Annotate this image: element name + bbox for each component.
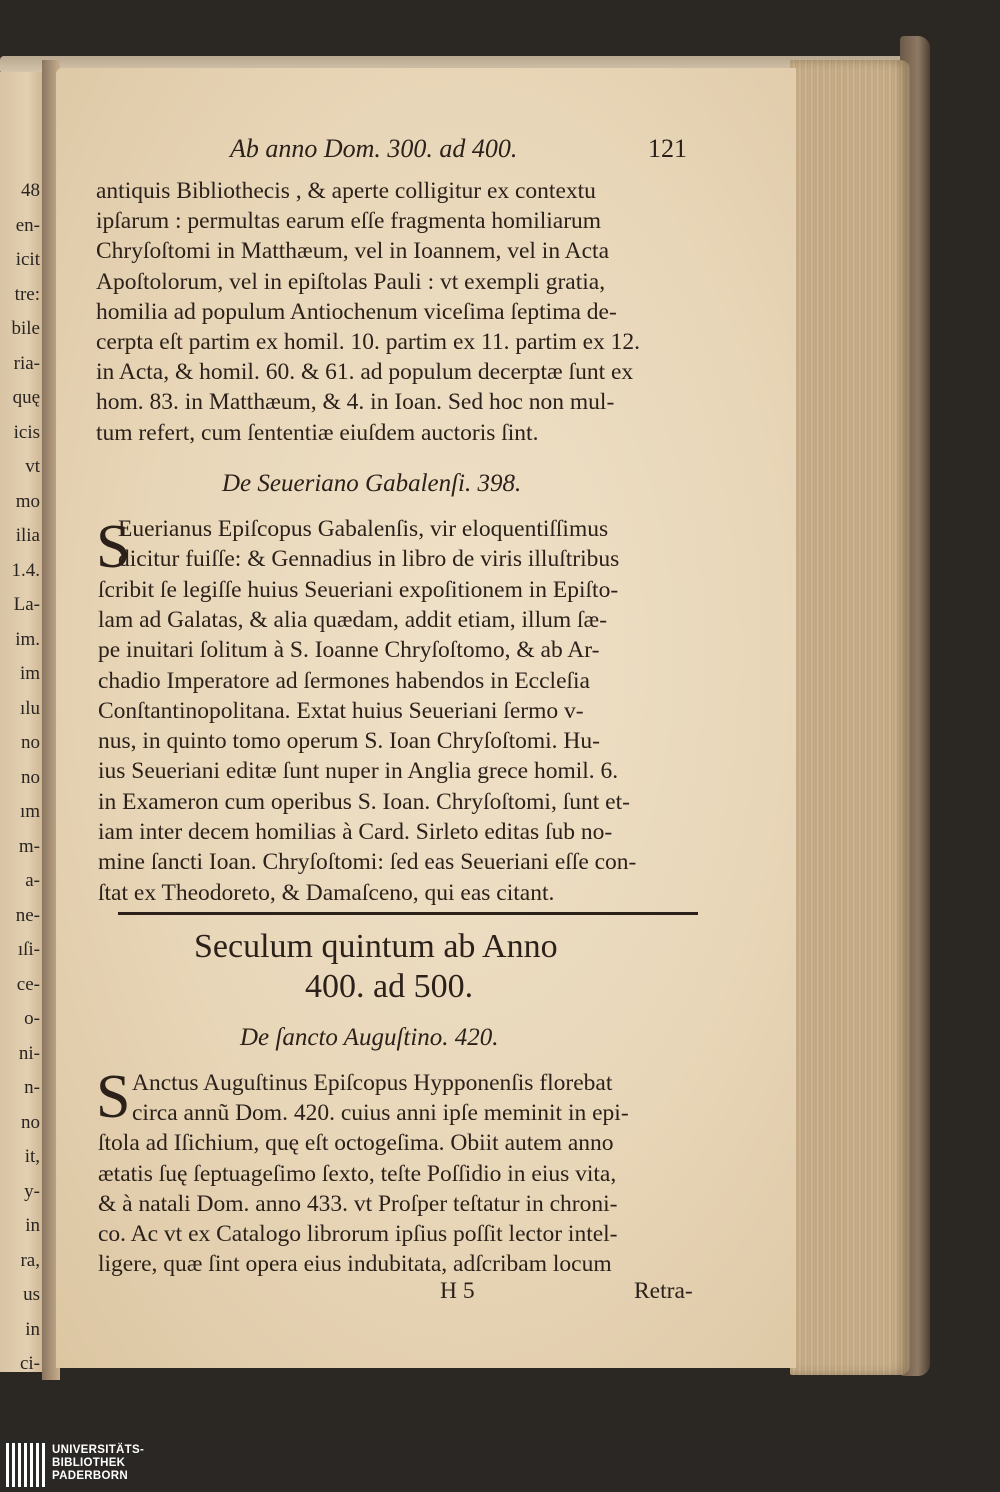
- library-logo-text: [52, 1444, 144, 1483]
- text-line: iam inter decem homilias à Card. Sirleto editas ſub no-: [98, 819, 613, 845]
- text-line: chadio Imperatore ad ſermones habendos in Eccleſia: [98, 667, 590, 694]
- left-margin-fragment: ilia: [15, 525, 40, 546]
- left-margin-fragment: ria-: [13, 352, 40, 374]
- dropcap: S: [96, 513, 131, 581]
- text-line: ſtola ad Iſichium, quę eſt octogeſima. Obiit autem anno: [98, 1130, 614, 1157]
- left-margin-fragment: no: [21, 732, 40, 753]
- left-margin-fragment: y-: [24, 1180, 40, 1202]
- section-heading-augustino: De ſancto Auguſtino. 420.: [240, 1024, 499, 1051]
- left-margin-fragment: ılu: [19, 697, 40, 719]
- text-line: co. Ac vt ex Catalogo librorum ipſius poſſit lector intel-: [98, 1221, 618, 1247]
- left-margin-fragment: 48: [21, 180, 40, 201]
- left-margin-fragment: ra,: [20, 1249, 40, 1271]
- text-line: lam ad Galatas, & alia quædam, addit etiam, illum ſæ-: [98, 606, 608, 633]
- century-heading-line1: Seculum quintum ab Anno: [194, 928, 558, 965]
- footer-bar: [0, 1440, 1000, 1492]
- left-margin-fragment: no: [21, 766, 40, 788]
- logo-line: BIBLIOTHEK: [52, 1457, 126, 1469]
- left-margin-fragment: icit: [15, 249, 40, 270]
- signature-mark: H 5: [440, 1278, 475, 1304]
- left-margin-fragment: tre:: [14, 283, 40, 305]
- left-margin-fragment: mo: [15, 490, 40, 512]
- text-line: Conſtantinopolitana. Extat huius Seueriani ſermo v-: [98, 697, 584, 724]
- text-line: hom. 83. in Matthæum, & 4. in Ioan. Sed hoc non mul-: [96, 389, 615, 416]
- left-margin-fragment: in: [25, 1215, 40, 1236]
- left-margin-fragment: m-: [18, 835, 40, 857]
- left-margin-fragment: ıſi-: [17, 939, 40, 960]
- century-heading-line2: 400. ad 500.: [305, 968, 474, 1005]
- left-margin-fragment: ni-: [18, 1042, 40, 1064]
- left-margin-fragment: La-: [13, 594, 40, 615]
- page-edges: [790, 60, 910, 1375]
- text-line: nus, in quinto tomo operum S. Ioan Chryſoſtomi. Hu-: [98, 728, 600, 755]
- text-line: ligere, quæ ſint opera eius indubitata, adſcribam locum: [98, 1251, 612, 1278]
- text-line: cerpta eſt partim ex homil. 10. partim ex 11. partim ex 12.: [96, 329, 641, 355]
- text-line: Chryſoſtomi in Matthæum, vel in Ioannem, vel in Acta: [96, 238, 610, 265]
- text-line: ius Seueriani editæ ſunt nuper in Anglia grece homil. 6.: [98, 758, 619, 785]
- left-margin-fragment: ne-: [15, 904, 40, 926]
- text-line: Euerianus Epiſcopus Gabalenſis, vir eloquentiſſimus: [118, 516, 609, 542]
- left-margin-fragment: icis: [13, 421, 40, 443]
- left-margin-fragment: no: [21, 1111, 40, 1133]
- left-margin-fragment: o-: [24, 1008, 40, 1029]
- left-margin-fragment: en-: [15, 214, 40, 236]
- left-margin-fragment: in: [25, 1318, 40, 1340]
- text-line: ſtat ex Theodoreto, & Damaſceno, qui eas citant.: [98, 879, 555, 906]
- left-margin-fragment: ım: [19, 801, 40, 822]
- text-line: Apoſtolorum, vel in epiſtolas Pauli : vt exempli gratia,: [96, 268, 606, 295]
- text-line: & à natali Dom. anno 433. vt Proſper teſtatur in chroni-: [98, 1190, 618, 1217]
- left-margin-fragment: im.: [15, 628, 40, 650]
- left-margin-fragment: quę: [12, 387, 40, 408]
- left-margin-fragment: it,: [24, 1146, 40, 1167]
- left-margin-fragment: us: [23, 1284, 40, 1305]
- text-line: ſcribit ſe legiſſe huius Seueriani expoſitionem in Epiſto-: [98, 576, 619, 603]
- logo-line: UNIVERSITÄTS-: [52, 1444, 145, 1456]
- text-line: in Acta, & homil. 60. & 61. ad populum decerptæ ſunt ex: [96, 359, 634, 386]
- text-line: ætatis ſuę ſeptuageſimo ſexto, teſte Poſſidio in eius vita,: [98, 1160, 617, 1187]
- text-line: in Exameron cum operibus S. Ioan. Chryſoſtomi, ſunt et-: [98, 788, 630, 815]
- left-margin-fragment: vt: [25, 456, 40, 477]
- left-margin-fragment: ce-: [16, 973, 40, 995]
- text-line: ipſarum : permultas earum eſſe fragmenta homiliarum: [96, 208, 602, 235]
- section-heading-seueriano: De Seueriano Gabalenſi. 398.: [222, 470, 522, 497]
- text-line: antiquis Bibliothecis , & aperte colligitur ex contextu: [96, 178, 596, 204]
- catchword: Retra-: [634, 1278, 693, 1304]
- left-margin-fragment: ci-: [19, 1353, 40, 1372]
- logo-line: PADERBORN: [52, 1470, 128, 1482]
- section-divider: [118, 912, 698, 915]
- left-margin-fragment: im: [19, 663, 40, 684]
- running-title: Ab anno Dom. 300. ad 400.: [230, 134, 518, 163]
- library-logo-icon: [6, 1443, 46, 1487]
- left-margin-fragment: n-: [24, 1077, 40, 1098]
- text-line: circa annũ Dom. 420. cuius anni ipſe meminit in epi-: [132, 1100, 629, 1127]
- text-line: dicitur fuiſſe: & Gennadius in libro de viris illuſtribus: [118, 546, 620, 573]
- page-number: 121: [648, 134, 687, 163]
- text-line: homilia ad populum Antiochenum viceſima ſeptima de-: [96, 298, 617, 325]
- dropcap: S: [96, 1063, 131, 1131]
- text-line: pe inuitari ſolitum à S. Ioanne Chryſoſtomo, & ab Ar-: [98, 637, 600, 664]
- left-margin-fragment: 1.4.: [11, 559, 40, 581]
- left-margin-fragment: a-: [25, 870, 40, 891]
- text-line: tum refert, cum ſententiæ eiuſdem auctoris ſint.: [96, 419, 539, 446]
- text-line: Anctus Auguſtinus Epiſcopus Hypponenſis florebat: [132, 1070, 613, 1096]
- running-header: [230, 134, 517, 164]
- left-page-fragment: [0, 72, 46, 1372]
- text-line: mine ſancti Ioan. Chryſoſtomi: ſed eas Seueriani eſſe con-: [98, 849, 637, 876]
- left-margin-fragment: bile: [11, 318, 40, 339]
